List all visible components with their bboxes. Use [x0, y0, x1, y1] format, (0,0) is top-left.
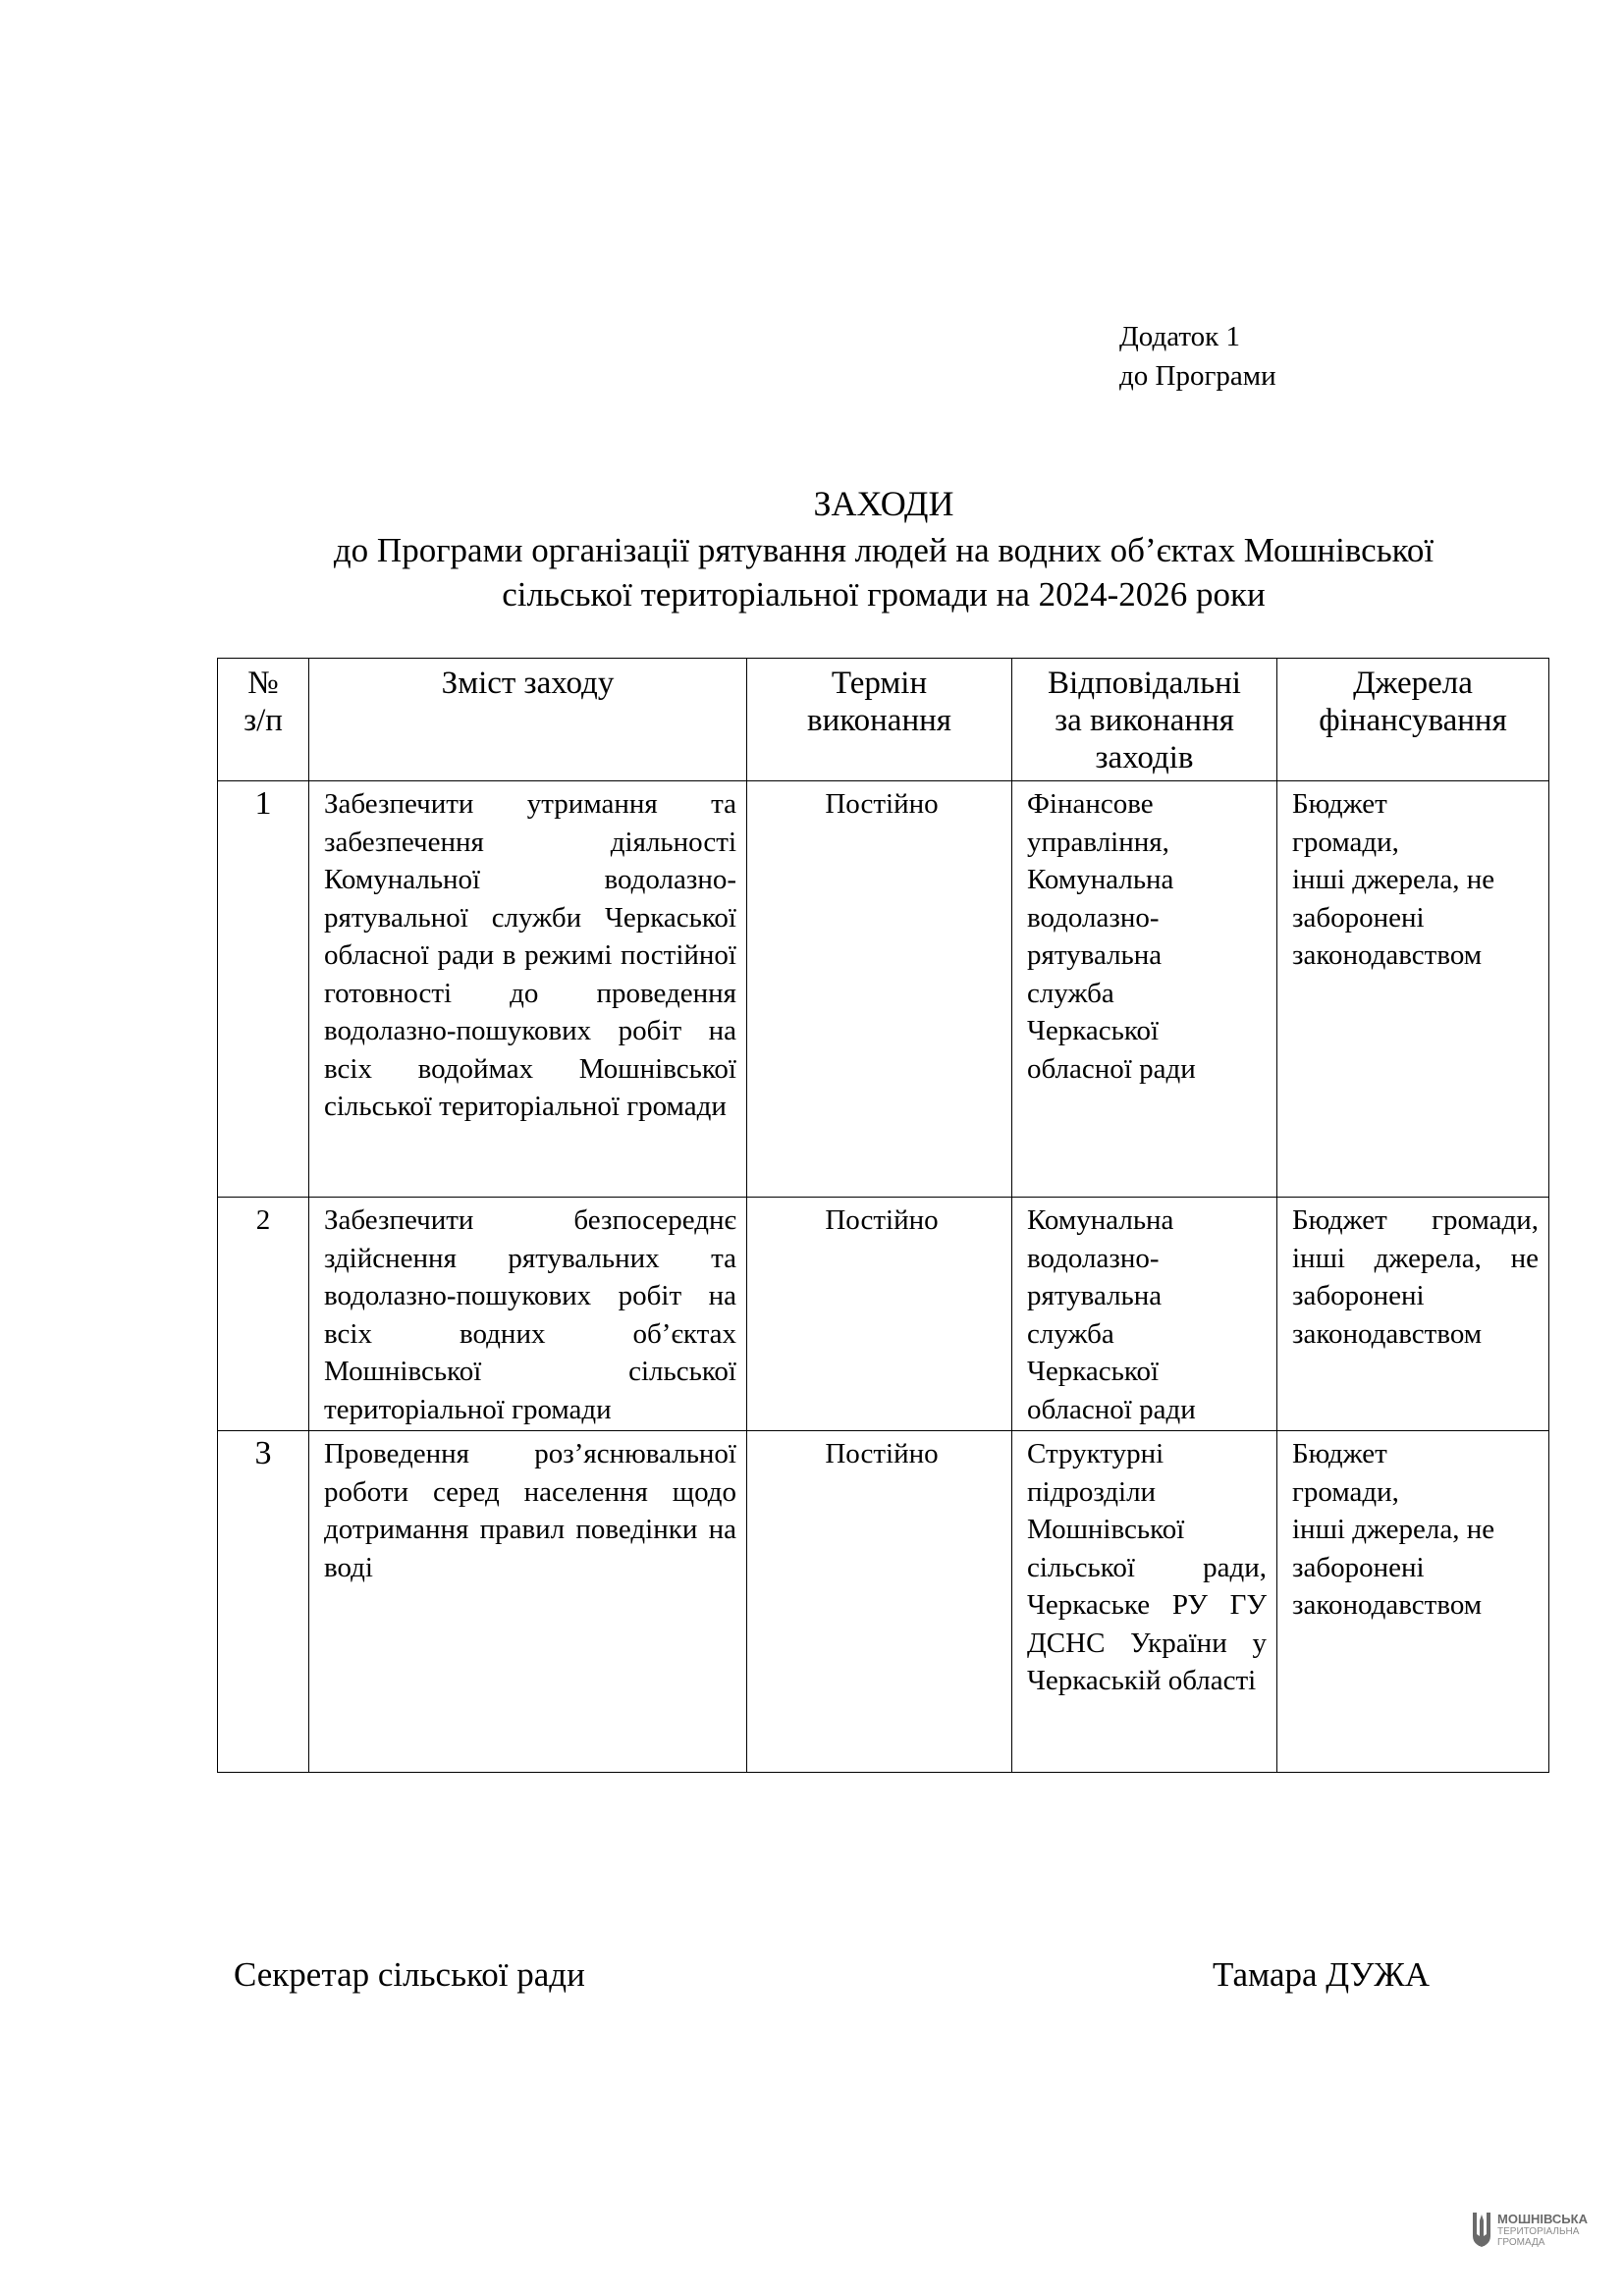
responsible-line: обласної ради: [1027, 1052, 1196, 1085]
header-content: Зміст заходу: [309, 659, 747, 781]
header-term: [747, 659, 1012, 781]
funding-line: інші джерела, не: [1292, 864, 1495, 895]
responsible-line: Комунальна: [1027, 864, 1174, 895]
responsible-line: водолазно-: [1027, 901, 1160, 934]
title-main: ЗАХОДИ: [813, 484, 954, 523]
title-line-2: сільської територіальної громади на 2024-2026 роки: [502, 575, 1266, 614]
community-logo: [1470, 2209, 1617, 2268]
funding-line: громади,: [1292, 1475, 1399, 1508]
document-title: [157, 479, 1610, 616]
header-term-line: Термін: [831, 666, 928, 701]
title-line-1: до Програми організації рятування людей на водних об’єктах Мошнівської: [333, 531, 1435, 569]
header-responsible: [1012, 659, 1277, 781]
funding-line: громади,: [1292, 826, 1399, 858]
responsible-line: Комунальна: [1027, 1204, 1174, 1236]
header-num: [218, 659, 309, 781]
responsible-line: водолазно-: [1027, 1242, 1160, 1274]
header-funding-line: фінансування: [1319, 703, 1507, 738]
header-responsible-line: Відповідальні: [1048, 666, 1241, 701]
measure-content: Проведення роз’яснювальної роботи серед населення щодо дотримання правил поведінки на воді: [309, 1431, 747, 1773]
table-row: [218, 1431, 1549, 1773]
funding-line: законодавством: [1292, 939, 1483, 971]
row-number: 1: [218, 781, 309, 1198]
funding-line: Бюджет: [1292, 1438, 1387, 1469]
table-row: [218, 1198, 1549, 1431]
measure-content: Забезпечити утримання та забезпечення діяльності Комунальної водолазно-рятувальної служби Черкаської обласної ради в режимі постійної готовності до проведення водолазно-пошукових робіт на всіх водоймах Мошнівської сільської територіальної громади: [309, 781, 747, 1198]
measures-table: [217, 658, 1549, 1773]
logo-line-3: ГРОМАДА: [1497, 2237, 1545, 2248]
logo-line-1: МОШНІВСЬКА: [1497, 2212, 1588, 2226]
table-row: [218, 781, 1549, 1198]
row-number: 3: [218, 1431, 309, 1773]
header-term-line: виконання: [807, 703, 951, 738]
responsible-line: Черкаської: [1027, 1015, 1160, 1046]
header-num-line: з/п: [244, 703, 283, 738]
trident-icon: [1470, 2211, 1493, 2250]
header-responsible-line: за виконання: [1055, 703, 1234, 738]
measure-term: Постійно: [747, 781, 1012, 1198]
header-responsible-line: заходів: [1095, 740, 1194, 775]
measure-term: Постійно: [747, 1198, 1012, 1431]
appendix-line-1: Додаток 1: [1119, 321, 1240, 352]
measure-responsible: [1012, 781, 1277, 1198]
measure-funding: [1277, 1431, 1549, 1773]
signature-name: Тамара ДУЖА: [1213, 1955, 1430, 1994]
measure-content: Забезпечити безпосереднє здійснення рятувальних та водолазно-пошукових робіт на всіх водних об’єктах Мошнівської сільської територіальної громади: [309, 1198, 747, 1431]
responsible-line: рятувальна: [1027, 939, 1163, 971]
measure-responsible: [1012, 1198, 1277, 1431]
responsible-line: Фінансове: [1027, 788, 1154, 820]
funding-line: законодавством: [1292, 1589, 1483, 1621]
measure-term: Постійно: [747, 1431, 1012, 1773]
appendix-line-2: до Програми: [1119, 360, 1276, 392]
responsible-line: управління,: [1027, 826, 1169, 858]
row-number: 2: [218, 1198, 309, 1431]
header-num-line: №: [247, 666, 279, 701]
header-funding: [1277, 659, 1549, 781]
measure-funding: Бюджет громади, інші джерела, не заборонені законодавством: [1277, 1198, 1549, 1431]
funding-line: заборонені: [1292, 901, 1425, 934]
responsible-line: обласної ради: [1027, 1393, 1196, 1425]
header-funding-line: Джерела: [1353, 666, 1473, 701]
measure-responsible: Структурні підрозділи Мошнівської сільської ради, Черкаське РУ ГУ ДСНС України у Черкаській області: [1012, 1431, 1277, 1773]
appendix-note: [1119, 317, 1276, 396]
responsible-line: служба: [1027, 977, 1114, 1009]
responsible-line: рятувальна: [1027, 1280, 1163, 1311]
responsible-line: Черкаської: [1027, 1356, 1160, 1387]
logo-text: [1497, 2213, 1588, 2248]
funding-line: Бюджет: [1292, 788, 1387, 820]
signature-position: Секретар сільської ради: [234, 1955, 585, 1994]
logo-line-2: ТЕРИТОРІАЛЬНА: [1497, 2226, 1580, 2237]
funding-line: заборонені: [1292, 1551, 1425, 1583]
responsible-line: служба: [1027, 1317, 1114, 1350]
measure-funding: [1277, 781, 1549, 1198]
table-header-row: [218, 659, 1549, 781]
funding-line: інші джерела, не: [1292, 1514, 1495, 1545]
